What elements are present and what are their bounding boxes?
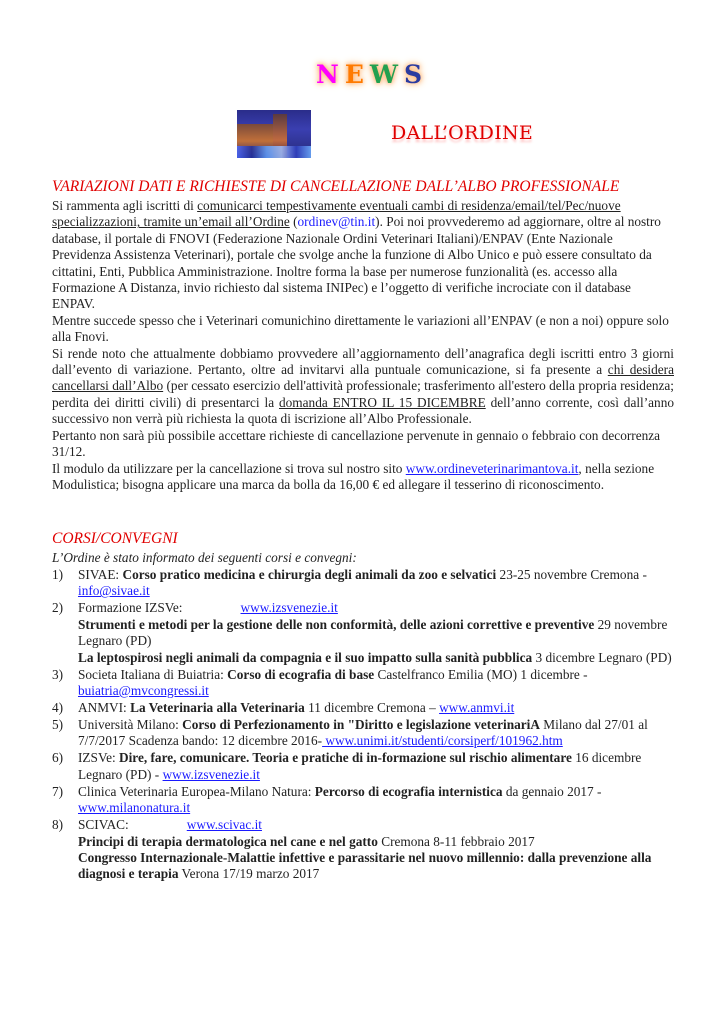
list-number: 1) [52, 567, 64, 582]
list-item-line [78, 817, 674, 833]
news-title [316, 60, 428, 89]
bold-text: Strumenti e metodi per la gestione delle non conformità, delle azioni correttive e preventive [78, 616, 595, 632]
list-item-text [78, 750, 674, 783]
list-item-line [78, 750, 674, 783]
list-item-line [78, 700, 674, 716]
bold-text: Corso di Perfezionamento in "Diritto e legislazione veterinariA [182, 717, 540, 733]
text: Si rammenta agli iscritti di [52, 198, 198, 213]
section-title-variazioni: VARIAZIONI DATI E RICHIESTE DI CANCELLAZIONE DALL’ALBO PROFESSIONALE [52, 178, 620, 195]
text: Cremona 8-11 febbraio 2017 [377, 833, 535, 849]
corsi-body [52, 550, 674, 883]
underlined-text: chi desidera cancellarsi dall’Albo [52, 362, 674, 394]
link[interactable]: www.unimi.it/studenti/corsiperf/101962.htm [322, 733, 563, 749]
list-item-line [78, 567, 674, 600]
list-number: 5) [52, 717, 64, 733]
list-item-text [78, 700, 674, 716]
text: , nella sezione Modulistica; bisogna applicare una marca da bolla da 16,00 € ed allegare il tesserino di riconoscimento. [52, 460, 655, 492]
subtitle: DALL’ORDINE [391, 122, 534, 144]
text: IZSVe: [78, 750, 119, 766]
list-item-text [78, 600, 674, 666]
link[interactable]: www.milanonatura.it [78, 800, 191, 816]
bold-text: Congresso Internazionale-Malattie infettive e parassitarie nel nuovo millennio: dalla prevenzione alla diagnosi e terapia [78, 850, 652, 882]
list-item [52, 600, 674, 666]
list-item-text [78, 667, 674, 700]
text: 29 novembre Legnaro (PD) [78, 616, 668, 649]
link[interactable]: www.izsvenezie.it [162, 766, 260, 782]
list-item-text [78, 717, 674, 750]
bold-text: Principi di terapia dermatologica nel cane e nel gatto [78, 833, 378, 849]
text: Verona 17/19 marzo 2017 [178, 866, 320, 882]
photo-lights [237, 146, 311, 158]
bold-text: Percorso di ecografia internistica [314, 783, 503, 799]
variazioni-body [52, 198, 674, 493]
list-number: 4) [52, 700, 64, 716]
news-letter: S [404, 60, 429, 89]
text: da gennaio 2017 - [502, 783, 602, 799]
underlined-text: domanda ENTRO IL 15 DICEMBRE [279, 394, 486, 410]
news-letter: E [344, 60, 370, 89]
link[interactable]: www.ordineveterinarimantova.it [405, 460, 579, 476]
list-item-line [78, 834, 674, 850]
list-item-line [78, 667, 674, 700]
text: Mentre succede spesso che i Veterinari comunichino direttamente le variazioni all’ENPAV (e non a noi) oppure solo alla Fnovi. [52, 312, 669, 345]
list-item [52, 567, 674, 600]
list-number: 3) [52, 666, 64, 682]
text: Formazione IZSVe: [78, 600, 183, 616]
list-item-line [78, 717, 674, 750]
paragraph [52, 428, 674, 461]
paragraph [52, 461, 674, 494]
text: Castelfranco Emilia (MO) 1 dicembre - [374, 666, 588, 682]
list-item-line [78, 617, 674, 650]
news-letter: W [369, 60, 404, 89]
list-item [52, 700, 674, 716]
list-item [52, 817, 674, 883]
list-item-line [78, 600, 674, 616]
list-number: 8) [52, 817, 64, 833]
text: 11 dicembre Cremona – [304, 700, 440, 716]
text: Il modulo da utilizzare per la cancellazione si trova sul nostro sito [52, 460, 406, 476]
list-item-text [78, 784, 674, 817]
text: 3 dicembre Legnaro (PD) [532, 649, 672, 665]
text: (per cessato esercizio dell'attività professionale; trasferimento all'estero della propria residenza; perdita dei diritti civili) di presentarci la [52, 378, 674, 410]
list-item-line [78, 784, 674, 817]
list-item [52, 667, 674, 700]
section-title-corsi: CORSI/CONVEGNI [52, 530, 178, 547]
bold-text: Dire, fare, comunicare. Teoria e pratiche di in-formazione sul rischio alimentare [119, 750, 572, 766]
list-item [52, 750, 674, 783]
text: SIVAE: [78, 567, 123, 582]
link[interactable]: www.izsvenezie.it [240, 600, 338, 616]
list-number: 7) [52, 783, 64, 799]
link[interactable]: info@sivae.it [78, 583, 150, 599]
list-item-text [78, 567, 674, 600]
link[interactable]: buiatria@mvcongressi.it [78, 683, 209, 699]
underlined-text: comunicarci tempestivamente eventuali cambi di residenza/email/tel/Pec/nuove specializzazioni, tramite un’email all’Ordine [52, 198, 621, 230]
list-item [52, 717, 674, 750]
news-letter: N [316, 60, 345, 89]
bold-text: Corso pratico medicina e chirurgia degli animali da zoo e selvatici [122, 567, 497, 582]
list-number: 6) [52, 750, 64, 766]
link[interactable]: www.scivac.it [186, 817, 262, 833]
text: Clinica Veterinaria Europea-Milano Natura: [78, 783, 315, 799]
paragraph [52, 198, 674, 313]
email-link[interactable]: ordinev@tin.it [297, 214, 376, 230]
paragraph [52, 346, 674, 428]
link[interactable]: www.anmvi.it [439, 700, 515, 716]
list-item [52, 784, 674, 817]
header-photo [237, 110, 311, 158]
list-item-line [78, 650, 674, 666]
text: ANMVI: [78, 700, 131, 716]
list-item-text [78, 817, 674, 883]
bold-text: Corso di ecografia di base [227, 666, 375, 682]
corsi-intro: L’Ordine è stato informato dei seguenti corsi e convegni: [52, 550, 357, 565]
bold-text: La Veterinaria alla Veterinaria [130, 700, 305, 716]
text: dell’anno corrente, così dall’anno successivo non verrà più richiesta la quota di iscrizione all’Albo Professionale. [52, 394, 675, 427]
text: ( [289, 214, 298, 230]
text: SCIVAC: [78, 817, 129, 833]
text: Societa Italiana di Buiatria: [78, 666, 228, 682]
text: ). Poi noi provvederemo ad aggiornare, oltre al nostro database, il portale di FNOVI (Federazione Nazionale Ordini Veterinari Italiani)/ENPAV (Ente Nazionale Previdenza Assistenza Veterinari), portale che svolge anche la funzione di Albo Unico e può essere consultato da cittatini, Enti, Pubblica Amministrazione. Inoltre forma la base per numerose funzionalità (es. accesso alla Formazione A Distanza, invio richiesto dal sistema INIPec) e l’oggetto di verifiche incrociate con il database ENPAV. [52, 214, 661, 312]
text: Università Milano: [78, 717, 183, 733]
paragraph [52, 313, 674, 346]
text: 16 dicembre Legnaro (PD) - [78, 750, 642, 782]
text: Pertanto non sarà più possibile accettare richieste di cancellazione pervenute in gennaio o febbraio con decorrenza 31/12. [52, 427, 661, 460]
bold-text: La leptospirosi negli animali da compagnia e il suo impatto sulla sanità pubblica [78, 649, 533, 665]
text: Milano dal 27/01 al 7/7/2017 Scadenza bando: 12 dicembre 2016- [78, 717, 648, 749]
text: Si rende noto che attualmente dobbiamo provvedere all’aggiornamento dell’anagrafica degli iscritti entro 3 giorni dall’evento di variazione. Pertanto, oltre ad invitarvi alla puntuale comunicazione, si fa presente a [52, 345, 674, 378]
list-number: 2) [52, 600, 64, 616]
list-item-line [78, 850, 674, 883]
corsi-list [52, 567, 674, 883]
text: 23-25 novembre Cremona - [496, 567, 647, 582]
